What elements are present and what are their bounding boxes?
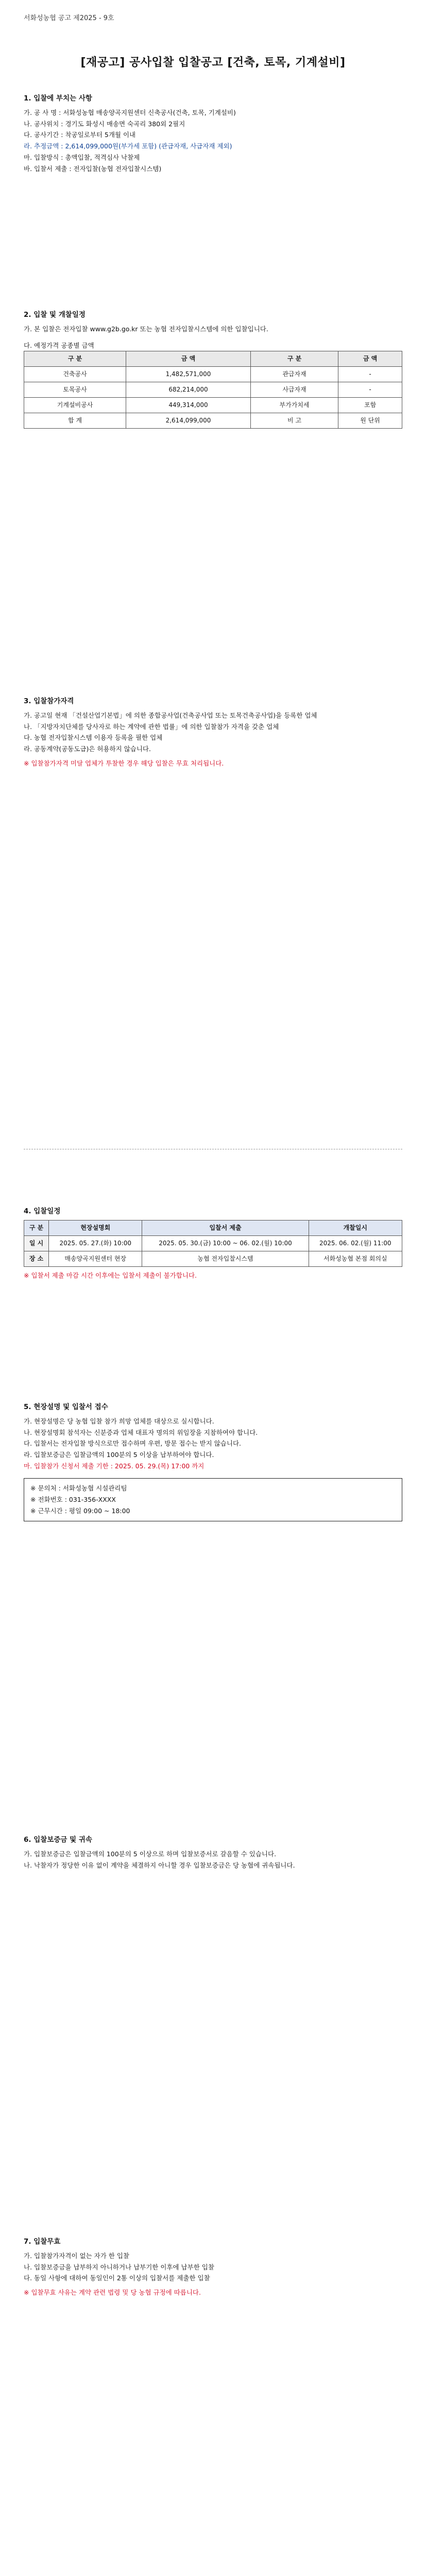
table-cell: 건축공사 (24, 367, 126, 382)
table-cell: 2025. 05. 30.(금) 10:00 ~ 06. 02.(월) 10:00 (142, 1235, 309, 1251)
warning-text: ※ 입찰참가자격 미달 업체가 투찰한 경우 해당 입찰은 무효 처리됩니다. (24, 759, 224, 768)
box-line: ※ 전화번호 : 031-356-XXXX (30, 1495, 116, 1503)
table-cell: 부가가치세 (250, 398, 338, 413)
table-header-row (24, 351, 402, 367)
section-line: 바. 입찰서 제출 : 전자입찰(농협 전자입찰시스템) (24, 165, 162, 173)
column-header: 금 액 (126, 351, 251, 367)
page-title: [재공고] 공사입찰 입찰공고 [건축, 토목, 기계설비] (80, 56, 346, 69)
column-header: 구 분 (24, 1220, 49, 1235)
section-line: 가. 입찰보증금은 입찰금액의 100분의 5 이상으로 하며 입찰보증서로 갈음할 수 있습니다. (24, 1850, 277, 1858)
table-cell: 원 단위 (338, 413, 402, 429)
table-cell: 비 고 (250, 413, 338, 429)
column-header: 금 액 (338, 351, 402, 367)
section-line: 다. 공사기간 : 착공일로부터 5개월 이내 (24, 131, 136, 139)
table-cell: 서화성농협 본점 회의실 (309, 1251, 402, 1266)
table-row (24, 382, 402, 398)
table-cell: 682,214,000 (126, 382, 251, 398)
section-line: 가. 공 사 명 : 서화성농협 매송양곡지원센터 신축공사(건축, 토목, 기계설비) (24, 108, 236, 116)
section-bid-items (24, 93, 402, 175)
column-header: 입찰서 제출 (142, 1220, 309, 1235)
table-cell: 합 계 (24, 413, 126, 429)
table-header-row (24, 1220, 402, 1235)
box-line: ※ 문의처 : 서화성농협 시설관리팀 (30, 1484, 127, 1492)
section-line: 라. 공동계약(공동도급)은 허용하지 않습니다. (24, 745, 151, 753)
section-heading: 3. 입찰참가자격 (24, 697, 74, 705)
schedule-table (24, 1220, 402, 1267)
table-row (24, 398, 402, 413)
section-line: 라. 입찰보증금은 입찰금액의 100분의 5 이상을 납부하여야 합니다. (24, 1451, 214, 1459)
table-row (24, 367, 402, 382)
table-cell: 449,314,000 (126, 398, 251, 413)
section-heading: 1. 입찰에 부치는 사항 (24, 94, 92, 103)
table-cell: 매송양곡지원센터 현장 (49, 1251, 142, 1266)
row-header: 장 소 (24, 1251, 49, 1266)
table-cell: 1,482,571,000 (126, 367, 251, 382)
table-cell: 2,614,099,000 (126, 413, 251, 429)
warning-text: ※ 입찰무효 사유는 계약 관련 법령 및 당 농협 규정에 따릅니다. (24, 2289, 201, 2297)
price-table (24, 351, 402, 429)
table-cell: 관급자재 (250, 367, 338, 382)
column-header: 구 분 (24, 351, 126, 367)
section-heading: 7. 입찰무효 (24, 2238, 61, 2246)
section-line: 마. 입찰방식 : 총액입찰, 적격심사 낙찰제 (24, 154, 140, 162)
column-header: 개찰일시 (309, 1220, 402, 1235)
warning-text: ※ 입찰서 제출 마감 시간 이후에는 입찰서 제출이 불가합니다. (24, 1271, 197, 1279)
section-site-briefing (24, 1401, 402, 1521)
table-row (24, 413, 402, 429)
table-title: 다. 예정가격 공종별 금액 (24, 341, 94, 349)
table-cell: 농협 전자입찰시스템 (142, 1251, 309, 1266)
section-schedule-overview (24, 309, 402, 429)
section-line: 나. 입찰보증금을 납부하지 아니하거나 납부기한 이후에 납부한 입찰 (24, 2263, 214, 2271)
section-line: 가. 본 입찰은 전자입찰 www.g2b.go.kr 또는 농협 전자입찰시스템에 의한 입찰입니다. (24, 325, 268, 333)
section-heading: 6. 입찰보증금 및 귀속 (24, 1836, 92, 1844)
row-header: 일 시 (24, 1235, 49, 1251)
section-invalid-bids (24, 2236, 402, 2298)
table-cell: 사급자재 (250, 382, 338, 398)
table-cell: - (338, 382, 402, 398)
section-line: 나. 낙찰자가 정당한 이유 없이 계약을 체결하지 아니할 경우 입찰보증금은 당 농협에 귀속됩니다. (24, 1861, 295, 1869)
table-cell: 2025. 05. 27.(화) 10:00 (49, 1235, 142, 1251)
table-cell: 2025. 06. 02.(월) 11:00 (309, 1235, 402, 1251)
table-cell: 포함 (338, 398, 402, 413)
section-eligibility (24, 696, 402, 769)
section-line: 다. 농협 전자입찰시스템 이용자 등록을 필한 업체 (24, 734, 163, 742)
section-line: 가. 입찰참가자격이 없는 자가 한 입찰 (24, 2251, 129, 2260)
section-line: 다. 입찰서는 전자입찰 방식으로만 접수하며 우편, 방문 접수는 받지 않습니다. (24, 1439, 242, 1448)
column-header: 현장설명회 (49, 1220, 142, 1235)
table-row (24, 1235, 402, 1251)
section-bid-schedule (24, 1206, 402, 1281)
section-heading: 4. 입찰일정 (24, 1207, 61, 1215)
contact-box (24, 1478, 402, 1521)
section-line: 다. 동일 사항에 대하여 동일인이 2통 이상의 입찰서를 제출한 입찰 (24, 2274, 210, 2282)
box-line: ※ 근무시간 : 평일 09:00 ~ 18:00 (30, 1506, 130, 1515)
section-line: 가. 공고일 현재 「건설산업기본법」에 의한 종합공사업(건축공사업 또는 토목건축공사업)을 등록한 업체 (24, 711, 317, 719)
document-number: 서화성농협 공고 제2025 - 9호 (24, 14, 114, 22)
section-heading: 5. 현장설명 및 입찰서 접수 (24, 1403, 108, 1411)
section-line: 마. 입찰참가 신청서 제출 기한 : 2025. 05. 29.(목) 17:00 까지 (24, 1462, 205, 1470)
section-line: 나. 현장설명회 참석자는 신분증과 업체 대표자 명의의 위임장을 지참하여야 합니다. (24, 1428, 258, 1436)
section-heading: 2. 입찰 및 개찰일정 (24, 311, 86, 319)
section-line: 라. 추정금액 : 2,614,099,000원(부가세 포함) (관급자재, 사급자재 제외) (24, 142, 232, 150)
table-row (24, 1251, 402, 1266)
section-bid-bond (24, 1834, 402, 1871)
column-header: 구 분 (250, 351, 338, 367)
table-cell: - (338, 367, 402, 382)
section-line: 나. 공사위치 : 경기도 화성시 매송면 숙곡리 380외 2필지 (24, 120, 185, 128)
section-line: 나. 「지방자치단체를 당사자로 하는 계약에 관한 법률」에 의한 입찰참가 자격을 갖춘 업체 (24, 722, 279, 731)
section-line: 가. 현장설명은 당 농협 입찰 참가 희망 업체를 대상으로 실시합니다. (24, 1417, 214, 1425)
table-cell: 기계설비공사 (24, 398, 126, 413)
table-cell: 토목공사 (24, 382, 126, 398)
